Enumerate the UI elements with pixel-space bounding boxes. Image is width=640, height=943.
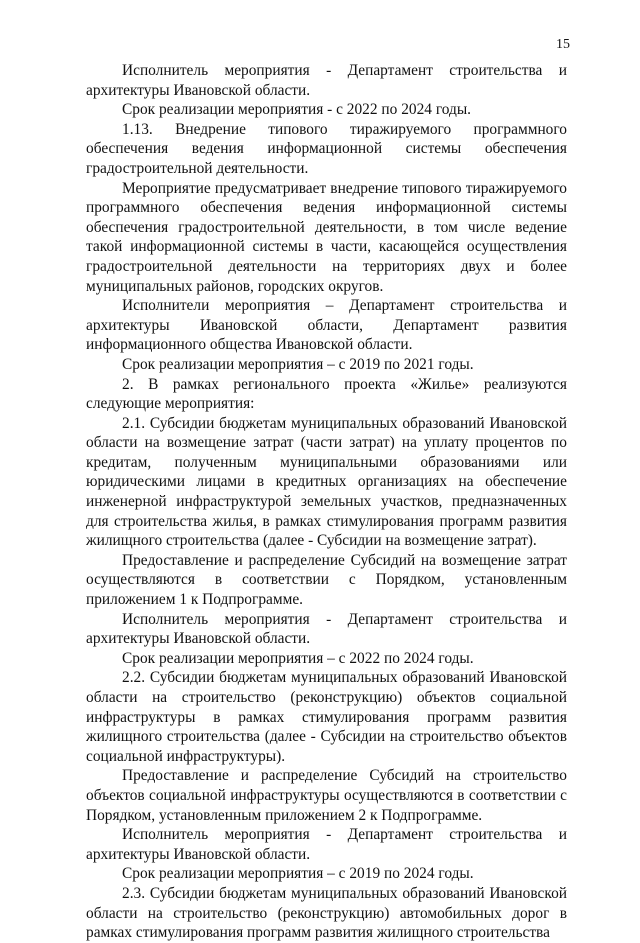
document-body — [86, 61, 567, 943]
paragraph: 2. В рамках регионального проекта «Жилье» реализуются следующие мероприятия: — [86, 375, 567, 413]
page-number: 15 — [556, 37, 570, 52]
paragraph: Срок реализации мероприятия – с 2019 по 2021 годы. — [122, 355, 474, 373]
paragraph: 2.3. Субсидии бюджетам муниципальных образований Ивановской области на строительство (реконструкцию) автомобильных дорог в рамках стимулирования программ развития жилищного строительства — [86, 884, 567, 942]
paragraph: Исполнитель мероприятия - Департамент строительства и архитектуры Ивановской области. — [86, 610, 567, 648]
paragraph: Срок реализации мероприятия - с 2022 по 2024 годы. — [122, 101, 472, 119]
paragraph: Исполнитель мероприятия - Департамент строительства и архитектуры Ивановской области. — [86, 826, 567, 863]
paragraph: Предоставление и распределение Субсидий на возмещение затрат осуществляются в соответствии с Порядком, установленным приложением 1 к Подпрограмме. — [86, 551, 567, 609]
paragraph: Предоставление и распределение Субсидий на строительство объектов социальной инфраструктуры осуществляются в соответствии с Порядком, установленным приложением 2 к Подпрограмме. — [86, 767, 567, 824]
paragraph: 1.13. Внедрение типового тиражируемого программного обеспечения ведения информационной системы обеспечения градостроительной деятельности. — [86, 120, 567, 177]
paragraph: Мероприятие предусматривает внедрение типового тиражируемого программного обеспечения ведения информационной системы обеспечения градостроительной деятельности, в том числе ведение такой информационной системы в части, касающейся осуществления градостроительной деятельности на территориях двух и более муниципальных районов, городских округов. — [86, 179, 567, 295]
paragraph: 2.1. Субсидии бюджетам муниципальных образований Ивановской области на возмещение затрат (части затрат) на уплату процентов по кредитам, полученным муниципальными образованиями или юридическими лицами в кредитных организациях на обеспечение инженерной инфраструктурой земельных участков, предназначенных для строительства жилья, в рамках стимулирования программ развития жилищного строительства (далее - Субсидии на возмещение затрат). — [86, 414, 567, 550]
paragraph: 2.2. Субсидии бюджетам муниципальных образований Ивановской области на строительство (реконструкцию) объектов социальной инфраструктуры в рамках стимулирования программ развития жилищного строительства (далее - Субсидии на строительство объектов социальной инфраструктуры). — [86, 669, 567, 765]
paragraph: Исполнители мероприятия – Департамент строительства и архитектуры Ивановской области, Департамент развития информационного общества Ивановской области. — [86, 297, 567, 354]
paragraph: Срок реализации мероприятия – с 2019 по 2024 годы. — [122, 865, 474, 883]
paragraph: Срок реализации мероприятия – с 2022 по 2024 годы. — [122, 649, 474, 667]
paragraph: Исполнитель мероприятия - Департамент строительства и архитектуры Ивановской области. — [86, 62, 567, 99]
